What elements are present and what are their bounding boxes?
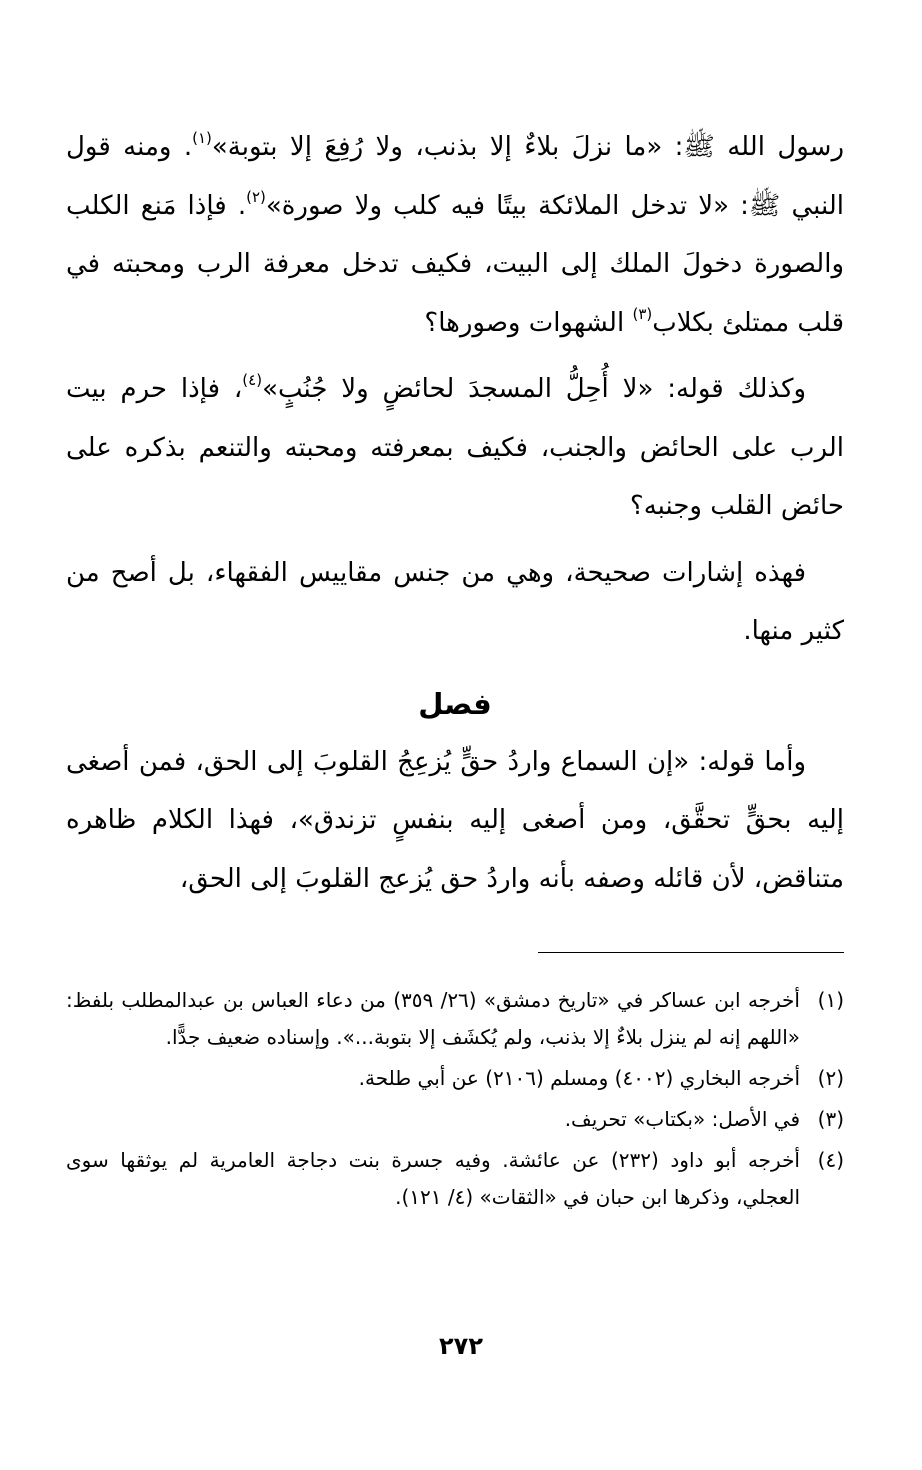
main-text <box>66 118 844 916</box>
paragraph-4: وأما قوله: «إن السماع واردُ حقٍّ يُزعِجُ القلوبَ إلى الحق، فمن أصغى إليه بحقٍّ تحقَّق، ومن أصغى إليه بنفسٍ تزندق»، فهذا الكلام ظاهره متناقض، لأن قائله وصفه بأنه واردُ حق يُزعج القلوبَ إلى الحق، <box>66 746 844 894</box>
footnote-text: أخرجه البخاري (٤٠٠٢) ومسلم (٢١٠٦) عن أبي طلحة. <box>358 1066 800 1090</box>
footnote-number: (٢) <box>817 1066 844 1090</box>
paragraph-3: فهذه إشارات صحيحة، وهي من جنس مقاييس الفقهاء، بل أصح من كثير منها. <box>66 557 844 646</box>
text-span: الشهوات وصورها؟ <box>424 307 633 338</box>
footnote-ref-3[interactable]: (٣) <box>632 304 653 323</box>
footnote-text: أخرجه ابن عساكر في «تاريخ دمشق» (٢٦/ ٣٥٩) من دعاء العباس بن عبدالمطلب بلفظ: «اللهم إنه لم ينزل بلاءٌ إلا بذنب، ولم يُكشَف إلا بتوبة...». وإسناده ضعيف جدًّا. <box>66 988 800 1049</box>
footnote-1 <box>66 982 844 1056</box>
text-span: . ومنه قول النبي ﷺ: «لا تدخل الملائكة بيتًا فيه كلب ولا صورة» <box>66 132 844 221</box>
footnote-number: (١) <box>817 988 844 1012</box>
footnotes <box>66 982 844 1220</box>
text-span: ، فإذا حرم بيت الرب على الحائض والجنب، فكيف بمعرفته ومحبته والتنعم بذكره على حائض القلب وجنبه؟ <box>66 374 844 521</box>
text-span: رسول الله ﷺ: «ما نزلَ بلاءٌ إلا بذنب، ولا رُفِعَ إلا بتوبة» <box>211 132 844 162</box>
footnote-3 <box>66 1101 844 1138</box>
page-number: ٢٧٢ <box>439 1332 483 1360</box>
footnote-4 <box>66 1142 844 1216</box>
text-span: . فإذا مَنع الكلب والصورة دخولَ الملك إلى البيت، فكيف تدخل معرفة الرب ومحبته في قلب ممتلئ بكلاب <box>66 190 844 338</box>
footnote-text: أخرجه أبو داود (٢٣٢) عن عائشة. وفيه جسرة بنت دجاجة العامرية لم يوثقها سوى العجلي، وذكرها ابن حبان في «الثقات» (٤/ ١٢١). <box>66 1148 800 1209</box>
paragraph-2 <box>66 360 844 536</box>
paragraph-1 <box>66 118 844 352</box>
footnote-ref-2[interactable]: (٢) <box>246 187 266 206</box>
footnote-ref-1[interactable]: (١) <box>192 129 212 147</box>
footnote-number: (٣) <box>817 1107 844 1131</box>
footnote-separator <box>538 952 844 953</box>
footnote-2 <box>66 1060 844 1097</box>
footnote-number: (٤) <box>817 1148 844 1172</box>
text-span: وكذلك قوله: «لا أُحِلُّ المسجدَ لحائضٍ ولا جُنُبٍ» <box>262 374 807 404</box>
footnote-text: في الأصل: «بكتاب» تحريف. <box>564 1107 800 1131</box>
footnote-ref-4[interactable]: (٤) <box>242 371 263 389</box>
section-heading: فصل <box>418 686 492 721</box>
